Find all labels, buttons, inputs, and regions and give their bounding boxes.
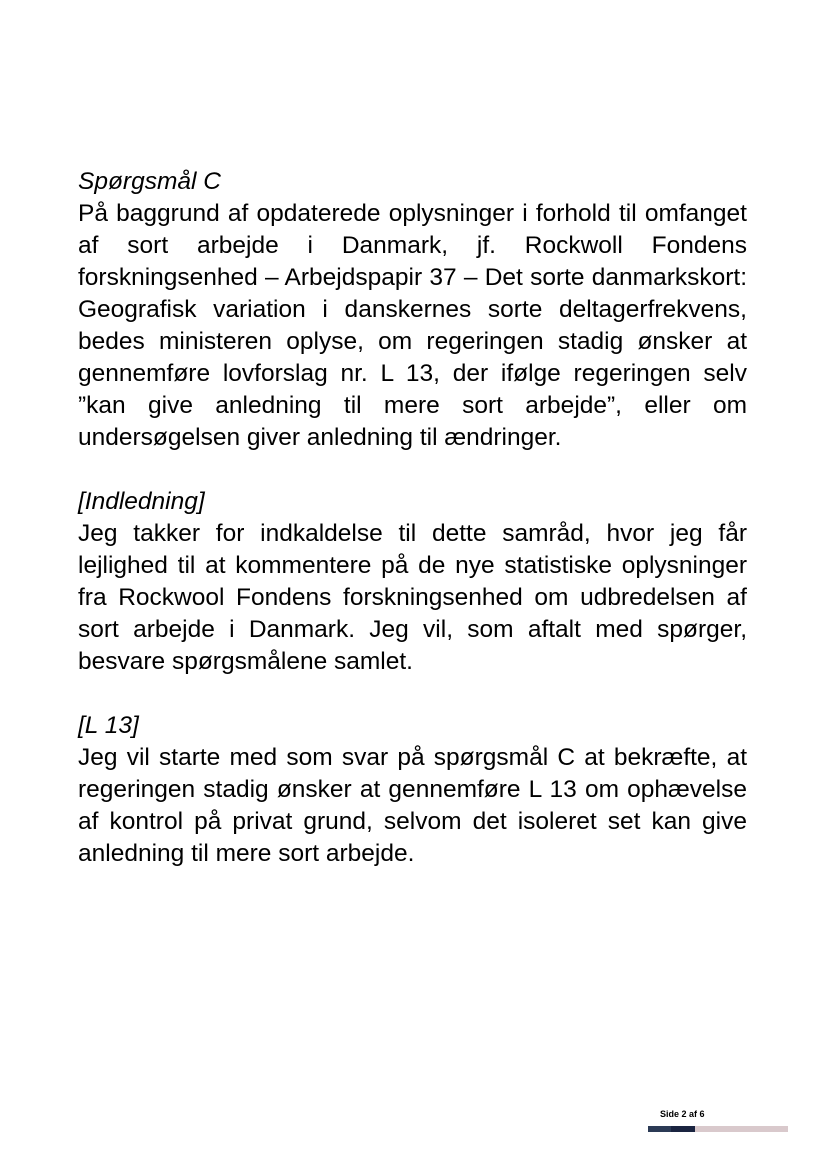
section-heading: [Indledning] bbox=[78, 488, 205, 515]
page-progress-bar bbox=[648, 1126, 788, 1132]
page-bar-past bbox=[648, 1126, 671, 1132]
section-heading: Spørgsmål C bbox=[78, 168, 221, 195]
section-l13 bbox=[78, 710, 747, 870]
page-bar-remaining bbox=[695, 1126, 788, 1132]
section-paragraph: På baggrund af opdaterede oplysninger i forhold til omfanget af sort arbejde i Danmark, jf. Rockwoll Fondens forskningsenhed – Arbejdspapir 37 – Det sorte danmarkskort: Geografisk variation i danskernes sorte deltagerfrekvens, bedes ministeren oplyse, om regeringen stadig ønsker at gennemføre lovforslag nr. L 13, der ifølge regeringen selv ”kan give anledning til mere sort arbejde”, eller om undersøgelsen giver anledning til ændringer. bbox=[78, 200, 747, 451]
section-question-c bbox=[78, 166, 747, 454]
document-body bbox=[78, 166, 747, 902]
page-bar-current bbox=[671, 1126, 694, 1132]
page-footer bbox=[648, 1108, 788, 1138]
section-heading: [L 13] bbox=[78, 712, 139, 739]
section-introduction bbox=[78, 486, 747, 678]
page-number-label: Side 2 af 6 bbox=[660, 1109, 705, 1119]
section-paragraph: Jeg takker for indkaldelse til dette samråd, hvor jeg får lejlighed til at kommentere på de nye statistiske oplysninger fra Rockwool Fondens forskningsenhed om udbredelsen af sort arbejde i Danmark. Jeg vil, som aftalt med spørger, besvare spørgsmålene samlet. bbox=[78, 520, 747, 675]
section-paragraph: Jeg vil starte med som svar på spørgsmål C at bekræfte, at regeringen stadig ønsker at gennemføre L 13 om ophævelse af kontrol på privat grund, selvom det isoleret set kan give anledning til mere sort arbejde. bbox=[78, 744, 747, 867]
